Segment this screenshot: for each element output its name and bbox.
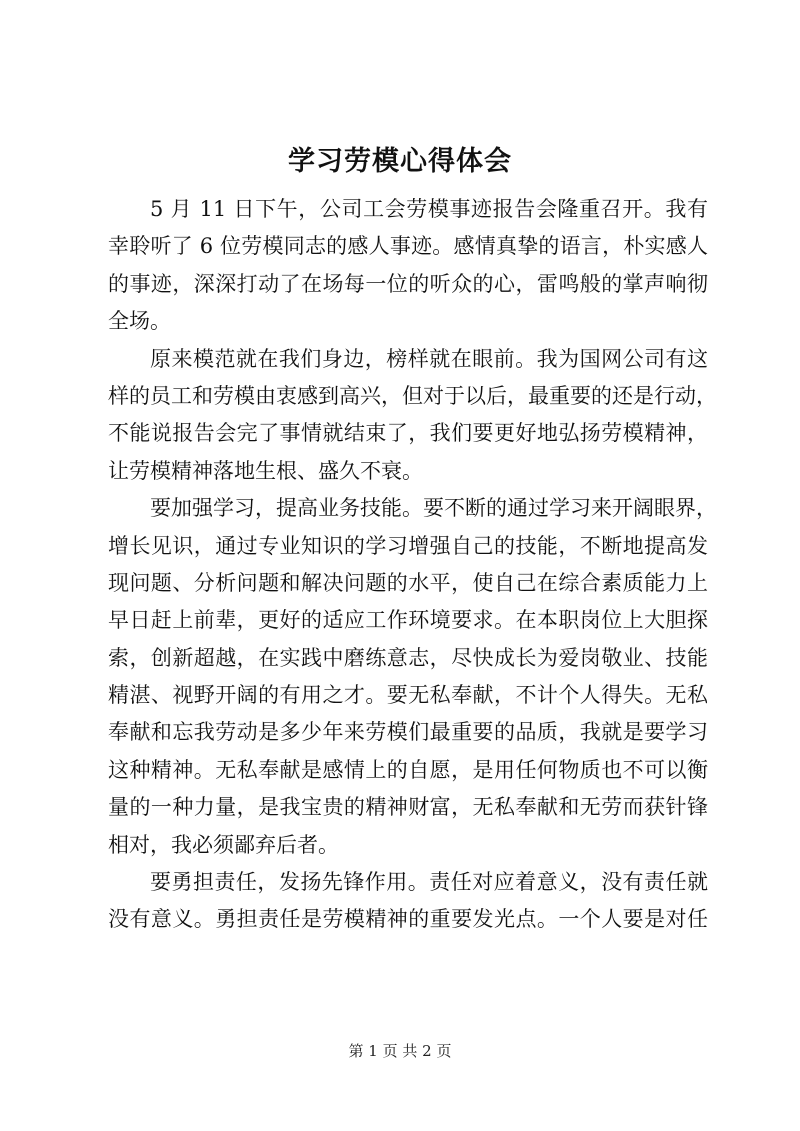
document-title: 学习劳模心得体会 xyxy=(288,146,512,177)
paragraph-line: 现问题、分析问题和解决问题的水平，使自己在综合素质能力上 xyxy=(108,570,708,595)
paragraph-line: 没有意义。勇担责任是劳模精神的重要发光点。一个人要是对任 xyxy=(108,907,708,932)
paragraph-line: 相对，我必须鄙弃后者。 xyxy=(108,832,339,857)
paragraph-line: 样的员工和劳模由衷感到高兴，但对于以后，最重要的还是行动， xyxy=(108,383,717,408)
paragraph-line: 这种精神。无私奉献是感情上的自愿，是用任何物质也不可以衡 xyxy=(108,757,708,782)
document-body xyxy=(108,191,717,939)
paragraph-line: 增长见识，通过专业知识的学习增强自己的技能，不断地提高发 xyxy=(108,533,708,558)
paragraph-line: 让劳模精神落地生根、盛久不衰。 xyxy=(108,458,423,483)
paragraph-line: 精湛、视野开阔的有用之才。要无私奉献，不计个人得失。无私 xyxy=(108,683,708,708)
paragraph-line: 要加强学习，提高业务技能。要不断的通过学习来开阔眼界， xyxy=(150,496,717,521)
paragraph-line: 原来模范就在我们身边，榜样就在眼前。我为国网公司有这 xyxy=(150,346,708,371)
paragraph-line: 要勇担责任，发扬先锋作用。责任对应着意义，没有责任就 xyxy=(150,870,708,895)
paragraph-line: 奉献和忘我劳动是多少年来劳模们最重要的品质，我就是要学习 xyxy=(108,720,708,745)
paragraph-line: 全场。 xyxy=(108,309,171,334)
paragraph-line: 索，创新超越，在实践中磨练意志，尽快成长为爱岗敬业、技能 xyxy=(108,645,708,670)
paragraph-line: 不能说报告会完了事情就结束了，我们要更好地弘扬劳模精神， xyxy=(108,421,708,446)
paragraph-line: 量的一种力量，是我宝贵的精神财富，无私奉献和无劳而获针锋 xyxy=(108,795,708,820)
paragraph-line: 的事迹，深深打动了在场每一位的听众的心，雷鸣般的掌声响彻 xyxy=(108,271,708,296)
paragraph-line: 早日赶上前辈，更好的适应工作环境要求。在本职岗位上大胆探 xyxy=(108,608,708,633)
page-number-footer: 第 1 页 共 2 页 xyxy=(348,1042,452,1060)
paragraph-line: 5 月 11 日下午，公司工会劳模事迹报告会隆重召开。我有 xyxy=(150,197,708,221)
paragraph-line: 幸聆听了 6 位劳模同志的感人事迹。感情真挚的语言，朴实感人 xyxy=(108,234,708,259)
